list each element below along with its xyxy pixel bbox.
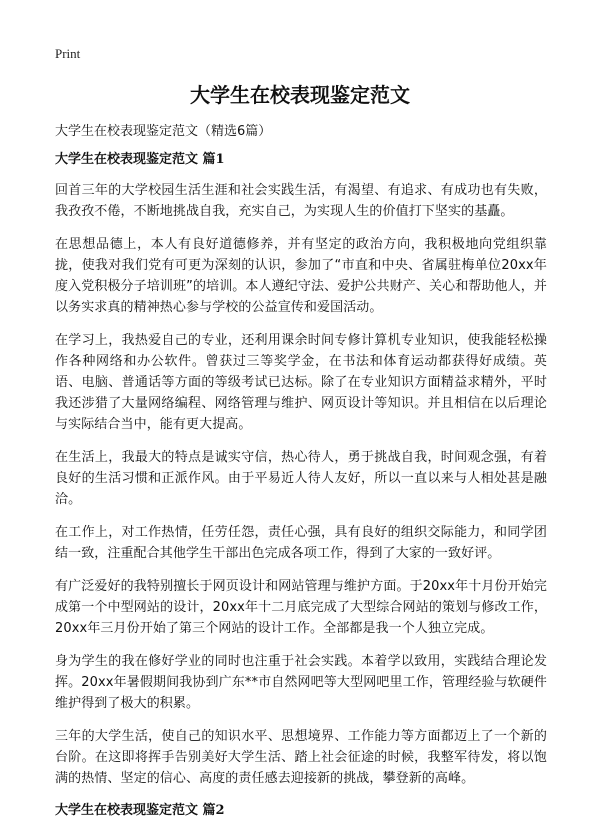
document-subtitle: 大学生在校表现鉴定范文（精选6篇） bbox=[55, 124, 272, 139]
paragraph: 三年的大学生活，使自己的知识水平、思想境界、工作能力等方面都迈上了一个新的台阶。在这即将挥手告别美好大学生活、踏上社会征途的时候，我整军待发，将以饱满的热情、坚定的信心、高度的责任感去迎接新的挑战，攀登新的高峰。 bbox=[55, 729, 547, 786]
section-heading-2: 大学生在校表现鉴定范文 篇2 bbox=[55, 803, 225, 818]
paragraph: 在生活上，我最大的特点是诚实守信，热心待人，勇于挑战自我，时间观念强，有着良好的生活习惯和正派作风。由于平易近人待人友好，所以一直以来与人相处甚是融洽。 bbox=[55, 450, 547, 507]
paragraph: 在工作上，对工作热情，任劳任怨，责任心强，具有良好的组织交际能力，和同学团结一致，注重配合其他学生干部出色完成各项工作，得到了大家的一致好评。 bbox=[55, 525, 547, 561]
paragraph: 身为学生的我在修好学业的同时也注重于社会实践。本着学以致用，实践结合理论发挥。20xx年暑假期间我协到广东**市自然网吧等大型网吧里工作，管理经验与软硬件维护得到了极大的积累。 bbox=[55, 654, 547, 711]
article-body bbox=[55, 150, 547, 831]
paragraph: 有广泛爱好的我特别擅长于网页设计和网站管理与维护方面。于20xx年十月份开始完成第一个中型网站的设计，20xx年十二月底完成了大型综合网站的策划与修改工作，20xx年三月份开始了第三个网站的设计工作。全部都是我一个人独立完成。 bbox=[55, 579, 547, 636]
paragraph: 在学习上，我热爱自己的专业，还利用课余时间专修计算机专业知识，使我能轻松操作各种网络和办公软件。曾获过三等奖学金，在书法和体育运动都获得好成绩。英语、电脑、普通话等方面的等级考试已达标。除了在专业知识方面精益求精外，平时我还涉猎了大量网络编程、网络管理与维护、网页设计等知识。并且相信在以后理论与实际结合当中，能有更大提高。 bbox=[55, 333, 547, 432]
page-title: 大学生在校表现鉴定范文 bbox=[190, 83, 410, 107]
paragraph: 在思想品德上，本人有良好道德修养，并有坚定的政治方向，我积极地向党组织靠拢，使我对我们党有可更为深刻的认识，参加了“市直和中央、省属驻梅单位20xx年度入党积极分子培训班”的培训。本人遵纪守法、爱护公共财产、关心和帮助他人，并以务实求真的精神热心参与学校的公益宣传和爱国活动。 bbox=[55, 237, 547, 315]
print-link[interactable]: Print bbox=[55, 46, 81, 61]
paragraph: 回首三年的大学校园生活生涯和社会实践生活，有渴望、有追求、有成功也有失败，我孜孜不倦，不断地挑战自我，充实自己，为实现人生的价值打下坚实的基矗。 bbox=[55, 183, 547, 219]
section-heading-1: 大学生在校表现鉴定范文 篇1 bbox=[55, 152, 225, 167]
